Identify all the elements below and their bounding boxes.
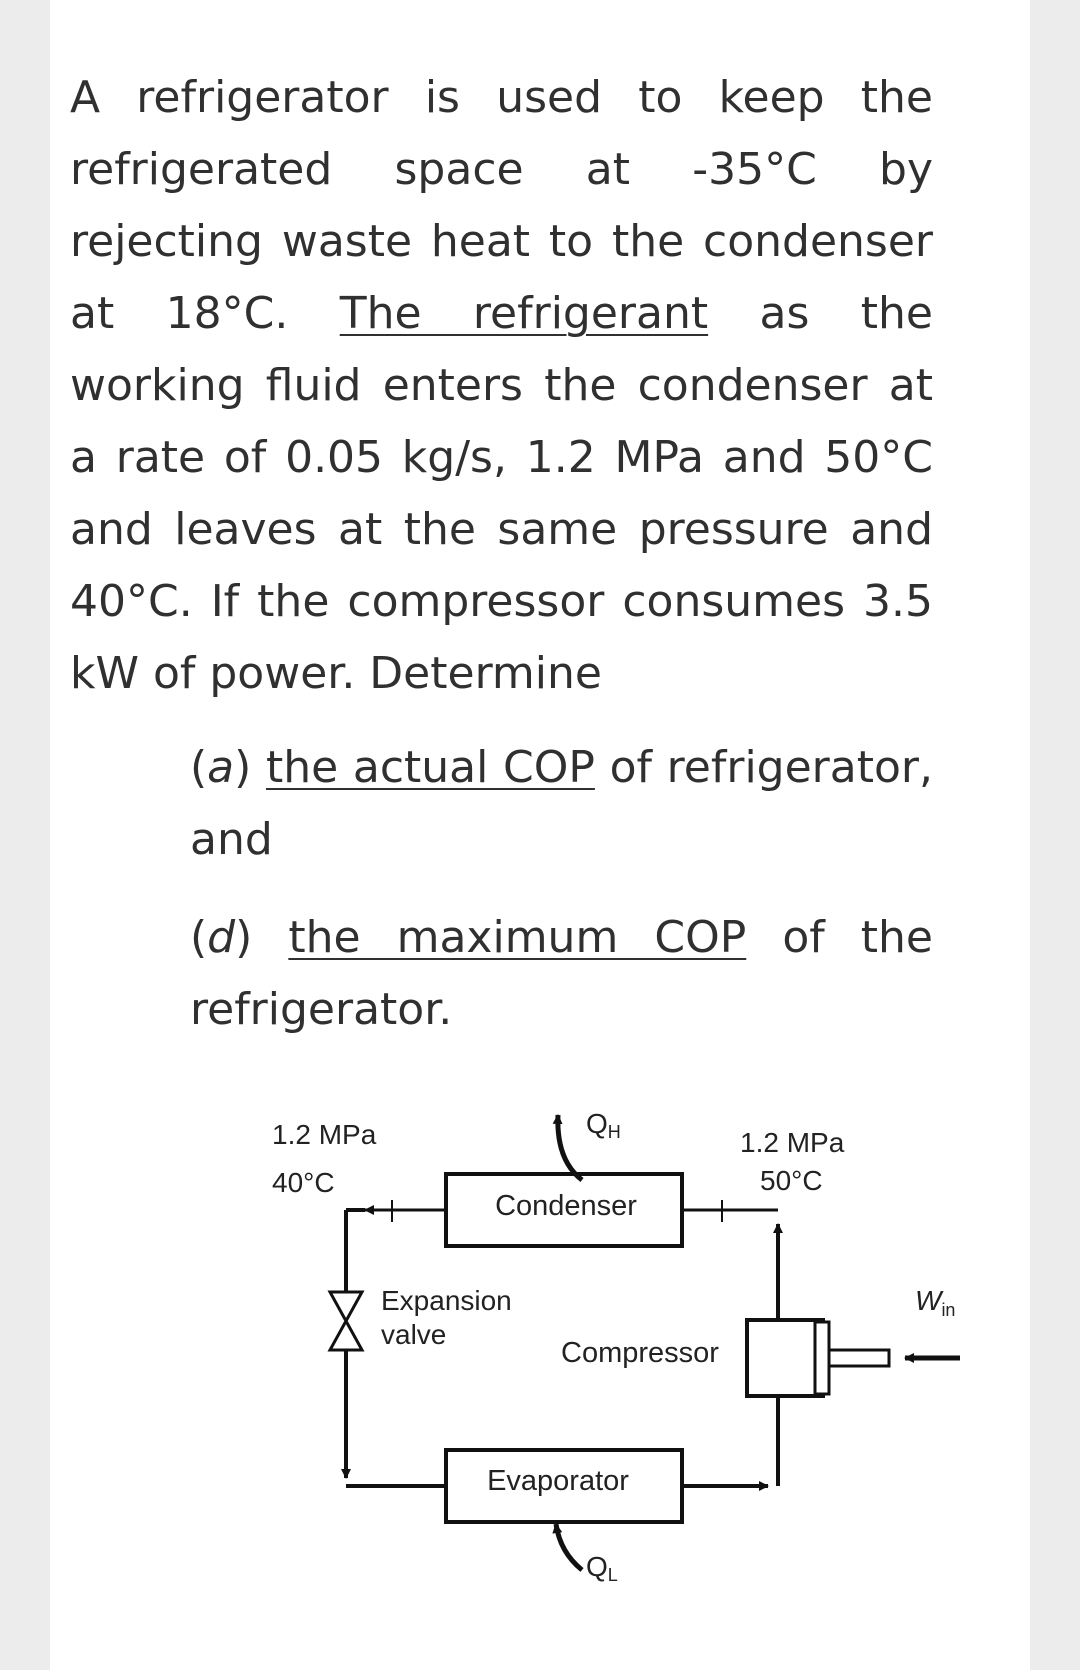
- qh-arrow: [558, 1115, 582, 1180]
- part-a-underlined: the actual COP: [265, 742, 595, 793]
- left-temperature-label: 40°C: [272, 1167, 335, 1198]
- qh-label: QH: [586, 1108, 621, 1142]
- work-label: $W_{in}$: [915, 1285, 956, 1320]
- underlined-refrigerant: The refrigerant: [339, 288, 709, 339]
- compressor-cylinder: [747, 1320, 823, 1396]
- part-a-letter: a: [207, 742, 235, 793]
- expansion-valve-icon: [330, 1292, 362, 1350]
- ql-label: QL: [586, 1551, 618, 1585]
- expansion-label-1: Expansion: [381, 1285, 512, 1316]
- compressor-label: Compressor: [561, 1337, 719, 1369]
- part-d-rest: of the refrigerator.: [190, 912, 934, 1035]
- part-a: (a) the actual COP of refrigerator, and: [190, 742, 933, 865]
- expansion-label-2: valve: [381, 1319, 447, 1350]
- part-d-underlined: the maximum COP: [288, 912, 747, 963]
- part-d-letter: d: [207, 912, 236, 963]
- left-pressure-label: 1.2 MPa: [272, 1119, 377, 1150]
- ql-arrow: [556, 1524, 582, 1570]
- right-temperature-label: 50°C: [760, 1165, 823, 1196]
- part-d: (d) the maximum COP of the refrigerator.: [190, 912, 934, 1035]
- evaporator-label: Evaporator: [487, 1465, 629, 1497]
- compressor-piston: [815, 1322, 829, 1394]
- problem-intro-rest: as the working fluid enters the condenser at a rate of 0.05 kg/s, 1.2 MPa and 50°C and leaves at the same pressure and 40°C. If the compressor consumes 3.5 kW of power. Determine: [70, 288, 933, 699]
- problem-intro: A refrigerator is used to keep the refrigerated space at -35°C by rejecting waste heat to the condenser at 18°C.: [70, 72, 933, 339]
- right-pressure-label: 1.2 MPa: [740, 1127, 845, 1158]
- condenser-label: Condenser: [495, 1190, 637, 1222]
- part-a-rest: of refrigerator, and: [190, 742, 933, 865]
- compressor-rod: [829, 1350, 889, 1366]
